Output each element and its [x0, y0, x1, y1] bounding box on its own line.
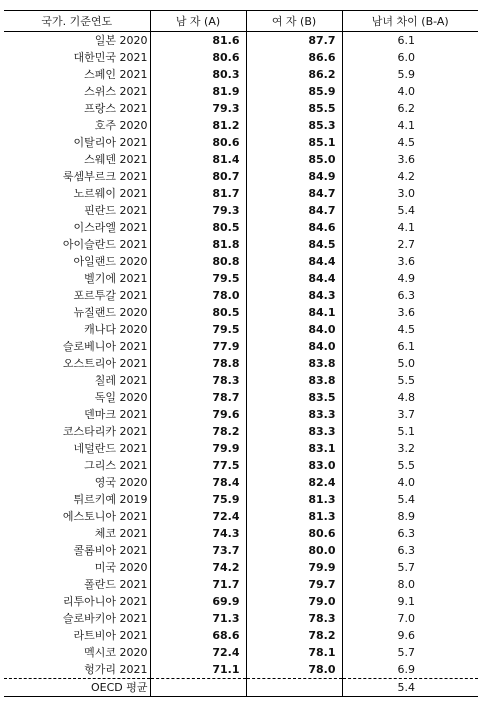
male-cell: 77.9 — [150, 338, 246, 355]
difference-cell: 4.8 — [397, 391, 415, 404]
female-cell: 85.3 — [246, 117, 342, 134]
female-cell: 84.4 — [246, 253, 342, 270]
table-row — [4, 236, 478, 253]
male-cell: 71.1 — [150, 661, 246, 679]
male-cell: 71.3 — [150, 610, 246, 627]
difference-cell: 5.0 — [397, 357, 415, 370]
male-cell: 75.9 — [150, 491, 246, 508]
country-year-cell: 포르투갈 2021 — [4, 287, 150, 304]
table-row — [4, 576, 478, 593]
table-row — [4, 49, 478, 66]
table-row — [4, 661, 478, 679]
oecd-female-cell — [246, 679, 342, 697]
male-cell: 73.7 — [150, 542, 246, 559]
difference-cell: 4.0 — [397, 85, 415, 98]
country-year-cell: 일본 2020 — [4, 32, 150, 50]
table-row — [4, 593, 478, 610]
oecd-average-row — [4, 679, 478, 697]
male-cell: 80.6 — [150, 134, 246, 151]
male-cell: 80.5 — [150, 219, 246, 236]
male-cell: 77.5 — [150, 457, 246, 474]
table-row — [4, 423, 478, 440]
male-cell: 81.9 — [150, 83, 246, 100]
female-cell: 86.2 — [246, 66, 342, 83]
female-cell: 83.3 — [246, 423, 342, 440]
table-row — [4, 134, 478, 151]
difference-cell: 8.0 — [397, 578, 415, 591]
table-row — [4, 304, 478, 321]
difference-cell: 2.7 — [397, 238, 415, 251]
country-year-cell: 독일 2020 — [4, 389, 150, 406]
difference-cell: 5.1 — [397, 425, 415, 438]
female-cell: 83.8 — [246, 355, 342, 372]
difference-cell: 4.5 — [397, 136, 415, 149]
country-year-cell: 코스타리카 2021 — [4, 423, 150, 440]
oecd-difference-cell: 5.4 — [342, 679, 478, 697]
difference-cell: 5.5 — [397, 374, 415, 387]
country-year-cell: 핀란드 2021 — [4, 202, 150, 219]
table-row — [4, 83, 478, 100]
header-female: 여 자 (B) — [246, 11, 342, 32]
male-cell: 81.2 — [150, 117, 246, 134]
female-cell: 78.3 — [246, 610, 342, 627]
table-row — [4, 202, 478, 219]
table-row — [4, 440, 478, 457]
table-row — [4, 321, 478, 338]
difference-cell: 3.0 — [397, 187, 415, 200]
table-row — [4, 542, 478, 559]
male-cell: 80.5 — [150, 304, 246, 321]
country-year-cell: 호주 2020 — [4, 117, 150, 134]
male-cell: 81.7 — [150, 185, 246, 202]
difference-cell: 4.9 — [397, 272, 415, 285]
female-cell: 84.7 — [246, 202, 342, 219]
difference-cell: 4.1 — [397, 221, 415, 234]
country-year-cell: 덴마크 2021 — [4, 406, 150, 423]
male-cell: 78.8 — [150, 355, 246, 372]
header-row — [4, 11, 478, 32]
female-cell: 83.5 — [246, 389, 342, 406]
country-year-cell: 아일랜드 2020 — [4, 253, 150, 270]
table-row — [4, 474, 478, 491]
female-cell: 85.1 — [246, 134, 342, 151]
female-cell: 84.3 — [246, 287, 342, 304]
female-cell: 83.0 — [246, 457, 342, 474]
difference-cell: 5.4 — [397, 204, 415, 217]
male-cell: 78.0 — [150, 287, 246, 304]
difference-cell: 5.7 — [397, 646, 415, 659]
country-year-cell: 룩셈부르크 2021 — [4, 168, 150, 185]
female-cell: 84.0 — [246, 338, 342, 355]
difference-cell: 6.2 — [397, 102, 415, 115]
country-year-cell: 리투아니아 2021 — [4, 593, 150, 610]
female-cell: 84.0 — [246, 321, 342, 338]
female-cell: 83.1 — [246, 440, 342, 457]
country-year-cell: 튀르키예 2019 — [4, 491, 150, 508]
male-cell: 78.3 — [150, 372, 246, 389]
difference-cell: 4.1 — [397, 119, 415, 132]
female-cell: 79.0 — [246, 593, 342, 610]
male-cell: 68.6 — [150, 627, 246, 644]
female-cell: 79.7 — [246, 576, 342, 593]
table-row — [4, 627, 478, 644]
difference-cell: 4.5 — [397, 323, 415, 336]
life-expectancy-table — [4, 10, 478, 697]
male-cell: 78.7 — [150, 389, 246, 406]
female-cell: 84.4 — [246, 270, 342, 287]
difference-cell: 6.3 — [397, 289, 415, 302]
female-cell: 85.9 — [246, 83, 342, 100]
male-cell: 74.2 — [150, 559, 246, 576]
female-cell: 83.8 — [246, 372, 342, 389]
country-year-cell: 슬로베니아 2021 — [4, 338, 150, 355]
male-cell: 74.3 — [150, 525, 246, 542]
country-year-cell: 스페인 2021 — [4, 66, 150, 83]
country-year-cell: 폴란드 2021 — [4, 576, 150, 593]
female-cell: 78.1 — [246, 644, 342, 661]
difference-cell: 6.9 — [397, 663, 415, 676]
table-row — [4, 610, 478, 627]
country-year-cell: 아이슬란드 2021 — [4, 236, 150, 253]
country-year-cell: 그리스 2021 — [4, 457, 150, 474]
female-cell: 84.1 — [246, 304, 342, 321]
male-cell: 79.3 — [150, 100, 246, 117]
difference-cell: 3.6 — [397, 255, 415, 268]
difference-cell: 6.1 — [342, 32, 478, 50]
difference-cell: 5.7 — [397, 561, 415, 574]
country-year-cell: 슬로바키아 2021 — [4, 610, 150, 627]
female-cell: 85.5 — [246, 100, 342, 117]
male-cell: 71.7 — [150, 576, 246, 593]
table-row — [4, 287, 478, 304]
male-cell: 81.4 — [150, 151, 246, 168]
difference-cell: 3.6 — [397, 153, 415, 166]
difference-cell: 6.0 — [397, 51, 415, 64]
oecd-label: OECD 평균 — [4, 679, 150, 697]
difference-cell: 5.4 — [397, 493, 415, 506]
country-year-cell: 헝가리 2021 — [4, 661, 150, 679]
female-cell: 85.0 — [246, 151, 342, 168]
country-year-cell: 이스라엘 2021 — [4, 219, 150, 236]
table-row — [4, 559, 478, 576]
male-cell: 80.8 — [150, 253, 246, 270]
difference-cell: 7.0 — [397, 612, 415, 625]
table-row — [4, 219, 478, 236]
male-cell: 72.4 — [150, 644, 246, 661]
table-row — [4, 457, 478, 474]
table-row — [4, 185, 478, 202]
female-cell: 84.5 — [246, 236, 342, 253]
table-row — [4, 100, 478, 117]
male-cell: 79.9 — [150, 440, 246, 457]
country-year-cell: 스위스 2021 — [4, 83, 150, 100]
female-cell: 80.6 — [246, 525, 342, 542]
female-cell: 87.7 — [246, 32, 342, 50]
table-row — [4, 168, 478, 185]
country-year-cell: 오스트리아 2021 — [4, 355, 150, 372]
male-cell: 80.3 — [150, 66, 246, 83]
male-cell: 79.3 — [150, 202, 246, 219]
difference-cell: 5.9 — [397, 68, 415, 81]
country-year-cell: 벨기에 2021 — [4, 270, 150, 287]
country-year-cell: 라트비아 2021 — [4, 627, 150, 644]
female-cell: 81.3 — [246, 491, 342, 508]
female-cell: 78.0 — [246, 661, 342, 679]
difference-cell: 3.6 — [397, 306, 415, 319]
table-row — [4, 355, 478, 372]
table-row — [4, 151, 478, 168]
female-cell: 82.4 — [246, 474, 342, 491]
country-year-cell: 이탈리아 2021 — [4, 134, 150, 151]
table-row — [4, 491, 478, 508]
difference-cell: 4.0 — [397, 476, 415, 489]
female-cell: 81.3 — [246, 508, 342, 525]
table-footer — [4, 679, 478, 697]
country-year-cell: 에스토니아 2021 — [4, 508, 150, 525]
difference-cell: 9.1 — [397, 595, 415, 608]
table-row — [4, 253, 478, 270]
female-cell: 78.2 — [246, 627, 342, 644]
country-year-cell: 네덜란드 2021 — [4, 440, 150, 457]
male-cell: 80.7 — [150, 168, 246, 185]
table-row — [4, 525, 478, 542]
male-cell: 69.9 — [150, 593, 246, 610]
oecd-male-cell — [150, 679, 246, 697]
difference-cell: 3.2 — [397, 442, 415, 455]
country-year-cell: 미국 2020 — [4, 559, 150, 576]
table-row — [4, 32, 478, 50]
male-cell: 79.6 — [150, 406, 246, 423]
country-year-cell: 뉴질랜드 2020 — [4, 304, 150, 321]
country-year-cell: 프랑스 2021 — [4, 100, 150, 117]
difference-cell: 6.1 — [397, 340, 415, 353]
female-cell: 84.9 — [246, 168, 342, 185]
male-cell: 81.8 — [150, 236, 246, 253]
country-year-cell: 캐나다 2020 — [4, 321, 150, 338]
difference-cell: 6.3 — [397, 527, 415, 540]
table-row — [4, 389, 478, 406]
difference-cell: 8.9 — [397, 510, 415, 523]
country-year-cell: 멕시코 2020 — [4, 644, 150, 661]
male-cell: 78.4 — [150, 474, 246, 491]
table-header — [4, 11, 478, 32]
header-country-year: 국가. 기준연도 — [4, 11, 150, 32]
table-body — [4, 32, 478, 679]
male-cell: 79.5 — [150, 270, 246, 287]
difference-cell: 3.7 — [397, 408, 415, 421]
female-cell: 86.6 — [246, 49, 342, 66]
country-year-cell: 스웨덴 2021 — [4, 151, 150, 168]
header-male: 남 자 (A) — [150, 11, 246, 32]
male-cell: 72.4 — [150, 508, 246, 525]
male-cell: 80.6 — [150, 49, 246, 66]
female-cell: 79.9 — [246, 559, 342, 576]
table-row — [4, 66, 478, 83]
table-row — [4, 117, 478, 134]
difference-cell: 4.2 — [397, 170, 415, 183]
header-difference: 남녀 차이 (B-A) — [342, 11, 478, 32]
table-row — [4, 338, 478, 355]
country-year-cell: 대한민국 2021 — [4, 49, 150, 66]
table-row — [4, 270, 478, 287]
table-row — [4, 406, 478, 423]
country-year-cell: 칠레 2021 — [4, 372, 150, 389]
difference-cell: 5.5 — [397, 459, 415, 472]
female-cell: 84.7 — [246, 185, 342, 202]
male-cell: 79.5 — [150, 321, 246, 338]
country-year-cell: 콜롬비아 2021 — [4, 542, 150, 559]
female-cell: 84.6 — [246, 219, 342, 236]
female-cell: 80.0 — [246, 542, 342, 559]
male-cell: 81.6 — [150, 32, 246, 50]
difference-cell: 9.6 — [397, 629, 415, 642]
table-row — [4, 372, 478, 389]
difference-cell: 6.3 — [397, 544, 415, 557]
country-year-cell: 영국 2020 — [4, 474, 150, 491]
country-year-cell: 노르웨이 2021 — [4, 185, 150, 202]
female-cell: 83.3 — [246, 406, 342, 423]
country-year-cell: 체코 2021 — [4, 525, 150, 542]
male-cell: 78.2 — [150, 423, 246, 440]
table-row — [4, 644, 478, 661]
table-row — [4, 508, 478, 525]
